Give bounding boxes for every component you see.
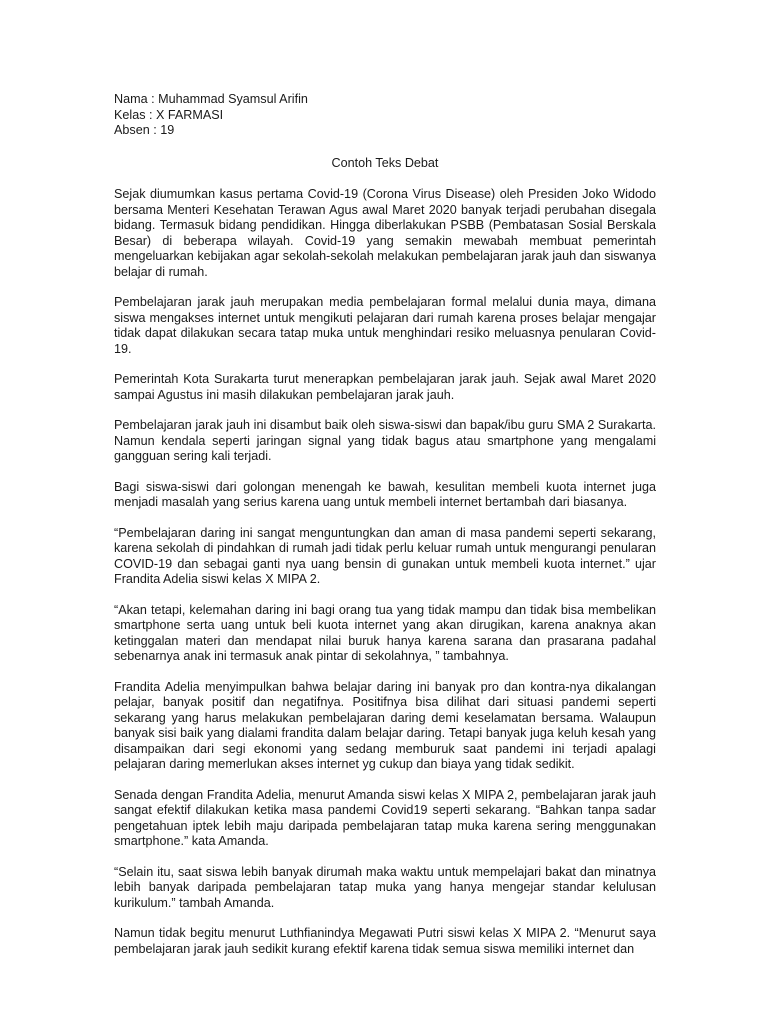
student-name: Nama : Muhammad Syamsul Arifin (114, 92, 308, 106)
paragraph: “Selain itu, saat siswa lebih banyak dirumah maka waktu untuk mempelajari bakat dan minatnya lebih banyak daripada pembelajaran tatap muka yang hanya mengejar standar kelulusan kurikulum.” tambah Amanda. (114, 864, 656, 910)
paragraph: Senada dengan Frandita Adelia, menurut Amanda siswi kelas X MIPA 2, pembelajaran jarak jauh sangat efektif dilakukan ketika masa pandemi Covid19 seperti sekarang. “Bahkan tanpa sadar pengetahuan iptek lebih maju daripada pembelajaran tatap muka karena sering menggunakan smartphone.” kata Amanda. (114, 787, 656, 848)
paragraph: “Pembelajaran daring ini sangat menguntungkan dan aman di masa pandemi seperti sekarang, karena sekolah di pindahkan di rumah jadi tidak perlu keluar rumah untuk mengurangi penularan COVID-19 dan sebagai ganti nya uang bensin di gunakan untuk membeli kuota internet.” ujar Frandita Adelia siswi kelas X MIPA 2. (114, 525, 656, 586)
paragraph: Pembelajaran jarak jauh ini disambut baik oleh siswa-siswi dan bapak/ibu guru SMA 2 Surakarta. Namun kendala seperti jaringan signal yang tidak bagus atau smartphone yang mengalami gangguan sering kali terjadi. (114, 418, 656, 463)
student-class: Kelas : X FARMASI (114, 107, 224, 122)
paragraph: Pembelajaran jarak jauh merupakan media pembelajaran formal melalui dunia maya, dimana siswa mengakses internet untuk mengikuti pelajaran dari rumah karena proses belajar mengajar tidak dapat dilakukan secara tatap muka untuk menghindari resiko meluasnya penularan Covid-19. (114, 295, 656, 356)
paragraph: Sejak diumumkan kasus pertama Covid-19 (Corona Virus Disease) oleh Presiden Joko Widodo bersama Menteri Kesehatan Terawan Agus awal Maret 2020 banyak terjadi perubahan disegala bidang. Termasuk bidang pendidikan. Hingga diberlakukan PSBB (Pembatasan Sosial Berskala Besar) di beberapa wilayah. Covid-19 yang semakin mewabah membuat pemerintah mengeluarkan kebijakan agar sekolah-sekolah melakukan pembelajaran jarak jauh dan siswanya belajar di rumah. (114, 187, 656, 279)
document-title: Contoh Teks Debat (331, 155, 439, 170)
paragraph: Bagi siswa-siswi dari golongan menengah ke bawah, kesulitan membeli kuota internet juga menjadi masalah yang serius karena uang untuk membeli internet bertambah dari biasanya. (114, 479, 656, 509)
paragraph: Frandita Adelia menyimpulkan bahwa belajar daring ini banyak pro dan kontra-nya dikalangan pelajar, banyak positif dan negatifnya. Positifnya bisa dilihat dari situasi pandemi seperti sekarang yang harus melakukan pembelajaran daring demi keselamatan bersama. Walaupun banyak sisi baik yang dialami frandita dalam belajar daring. Tetapi banyak juga keluh kesah yang disampaikan dari segi ekonomi yang sedang memburuk saat pandemi ini terjadi apalagi pelajaran daring memerlukan akses internet yg cukup dan biaya yang tidak sedikit. (114, 679, 656, 771)
paragraph: “Akan tetapi, kelemahan daring ini bagi orang tua yang tidak mampu dan tidak bisa membelikan smartphone serta uang untuk beli kuota internet yang akan dirugikan, karena anaknya akan ketinggalan materi dan mendapat nilai buruk hanya karena sarana dan prasarana padahal sebenarnya anak ini termasuk anak pintar di sekolahnya, ” tambahnya. (114, 602, 656, 663)
student-number: Absen : 19 (114, 123, 175, 137)
paragraph: Pemerintah Kota Surakarta turut menerapkan pembelajaran jarak jauh. Sejak awal Maret 2020 sampai Agustus ini masih dilakukan pembelajaran jarak jauh. (114, 372, 656, 402)
paragraph: Namun tidak begitu menurut Luthfianindya Megawati Putri siswi kelas X MIPA 2. “Menurut saya pembelajaran jarak jauh sedikit kurang efektif karena tidak semua siswa memiliki internet dan (114, 926, 656, 956)
document-content (114, 92, 656, 972)
